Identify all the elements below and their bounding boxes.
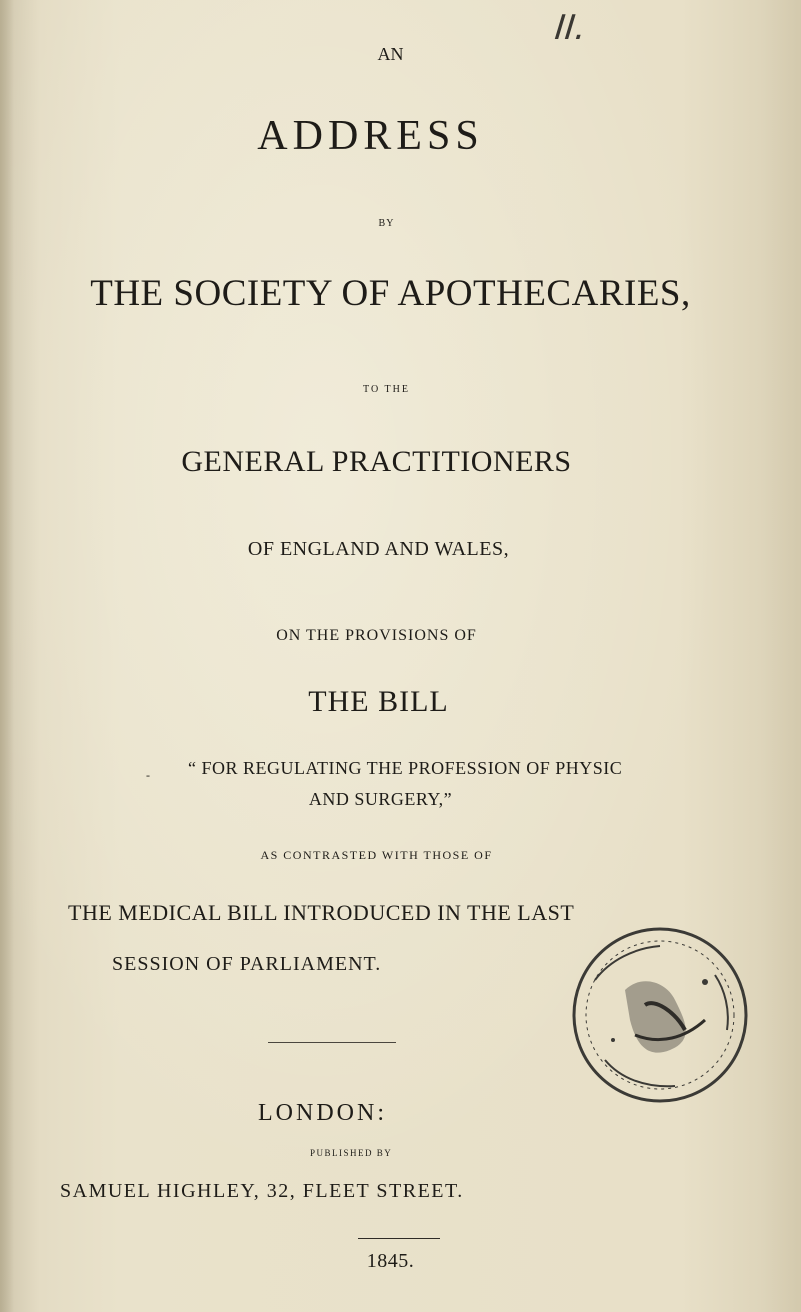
stray-mark: - (146, 768, 150, 782)
page-edge-shadow (0, 0, 14, 1312)
imprint-published-by: PUBLISHED BY (310, 1148, 393, 1158)
line-medical-bill: THE MEDICAL BILL INTRODUCED IN THE LAST (68, 900, 575, 925)
shelf-mark: II. (552, 8, 588, 48)
line-session: SESSION OF PARLIAMENT. (112, 953, 382, 975)
title-the-bill: THE BILL (308, 685, 449, 718)
imprint-london: LONDON: (258, 1100, 387, 1126)
line-to-the: TO THE (363, 384, 410, 395)
title-society: THE SOCIETY OF APOTHECARIES, (90, 273, 691, 314)
line-regulating: “ FOR REGULATING THE PROFESSION OF PHYSIC (188, 758, 623, 778)
line-an: AN (377, 44, 404, 64)
line-england-wales: OF ENGLAND AND WALES, (247, 538, 510, 560)
line-contrasted: AS CONTRASTED WITH THOSE OF (260, 848, 493, 862)
line-provisions: ON THE PROVISIONS OF (276, 627, 477, 644)
imprint-year: 1845. (366, 1250, 415, 1272)
date-rule (358, 1238, 440, 1239)
library-stamp (565, 920, 755, 1110)
line-surgery: AND SURGERY,” (308, 789, 453, 809)
divider-rule (268, 1042, 396, 1043)
title-address: ADDRESS (257, 113, 484, 159)
imprint-publisher: SAMUEL HIGHLEY, 32, FLEET STREET. (60, 1180, 464, 1202)
line-by: BY (378, 218, 395, 229)
title-general-practitioners: GENERAL PRACTITIONERS (181, 445, 572, 478)
